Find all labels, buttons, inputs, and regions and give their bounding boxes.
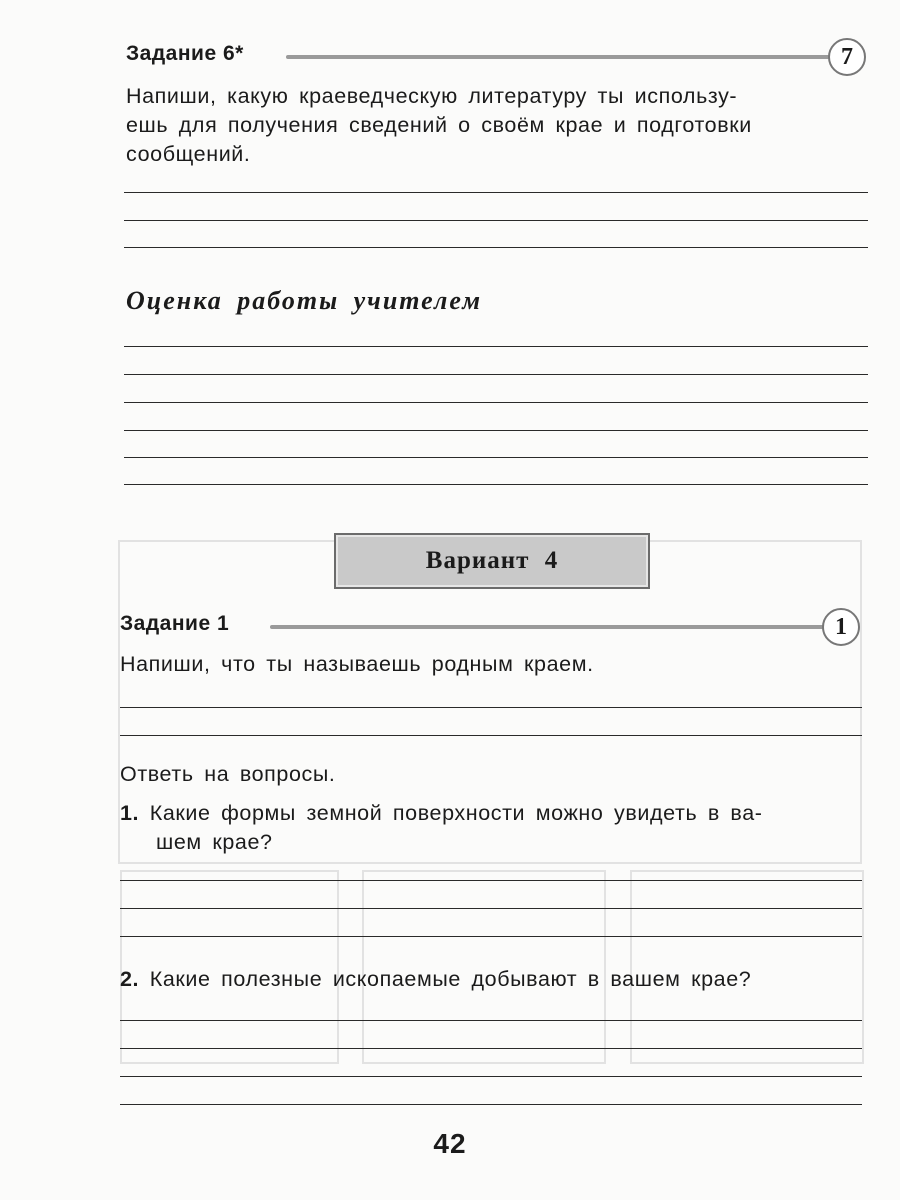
teacher-assessment-line[interactable] bbox=[124, 374, 868, 375]
question-1-answer-line[interactable] bbox=[120, 880, 862, 881]
teacher-assessment-line[interactable] bbox=[124, 484, 868, 485]
task-6-answer-line[interactable] bbox=[124, 220, 868, 221]
question-2-text: Какие полезные ископаемые добывают в вашем крае? bbox=[149, 967, 752, 991]
question-1-text: Какие формы земной поверхности можно увидеть в ва- bbox=[149, 801, 763, 825]
question-1-answer-line[interactable] bbox=[120, 936, 862, 937]
question-2 bbox=[120, 965, 880, 994]
task-6-text-line: Напиши, какую краеведческую литературу ты использу- bbox=[126, 84, 738, 108]
task-6-rule bbox=[286, 55, 832, 59]
task-6-title: Задание 6* bbox=[126, 42, 244, 65]
task-1-points-badge: 1 bbox=[822, 608, 860, 646]
question-1-answer-line[interactable] bbox=[120, 908, 862, 909]
answer-questions-prompt: Ответь на вопросы. bbox=[120, 762, 336, 786]
question-1-continuation: шем крае? bbox=[156, 830, 273, 854]
teacher-assessment-heading: Оценка работы учителем bbox=[126, 286, 483, 315]
task-6-text bbox=[126, 82, 871, 169]
teacher-assessment-line[interactable] bbox=[124, 457, 868, 458]
task-6-points-badge: 7 bbox=[828, 38, 866, 76]
teacher-assessment-line[interactable] bbox=[124, 346, 868, 347]
question-2-number: 2. bbox=[120, 967, 140, 991]
task-6-answer-line[interactable] bbox=[124, 192, 868, 193]
question-2-answer-line[interactable] bbox=[120, 1076, 862, 1077]
task-6-text-line: сообщений. bbox=[126, 142, 251, 166]
task-1-answer-line[interactable] bbox=[120, 735, 862, 736]
question-1-line bbox=[120, 799, 865, 828]
teacher-assessment-line[interactable] bbox=[124, 402, 868, 403]
task-1-text: Напиши, что ты называешь родным краем. bbox=[120, 652, 594, 676]
task-6-answer-line[interactable] bbox=[124, 247, 868, 248]
task-1-rule bbox=[270, 625, 826, 629]
task-6-text-line: ешь для получения сведений о своём крае и подготовки bbox=[126, 113, 752, 137]
task-6-header bbox=[126, 38, 868, 78]
task-1-answer-line[interactable] bbox=[120, 707, 862, 708]
question-1-number: 1. bbox=[120, 801, 140, 825]
teacher-assessment-line[interactable] bbox=[124, 430, 868, 431]
question-1 bbox=[120, 799, 865, 857]
question-2-answer-line[interactable] bbox=[120, 1020, 862, 1021]
question-2-answer-line[interactable] bbox=[120, 1048, 862, 1049]
task-1-header bbox=[120, 608, 862, 648]
task-1-title: Задание 1 bbox=[120, 612, 230, 635]
question-2-answer-line[interactable] bbox=[120, 1104, 862, 1105]
variant-title-box: Вариант 4 bbox=[334, 533, 650, 589]
page-number: 42 bbox=[433, 1128, 467, 1159]
